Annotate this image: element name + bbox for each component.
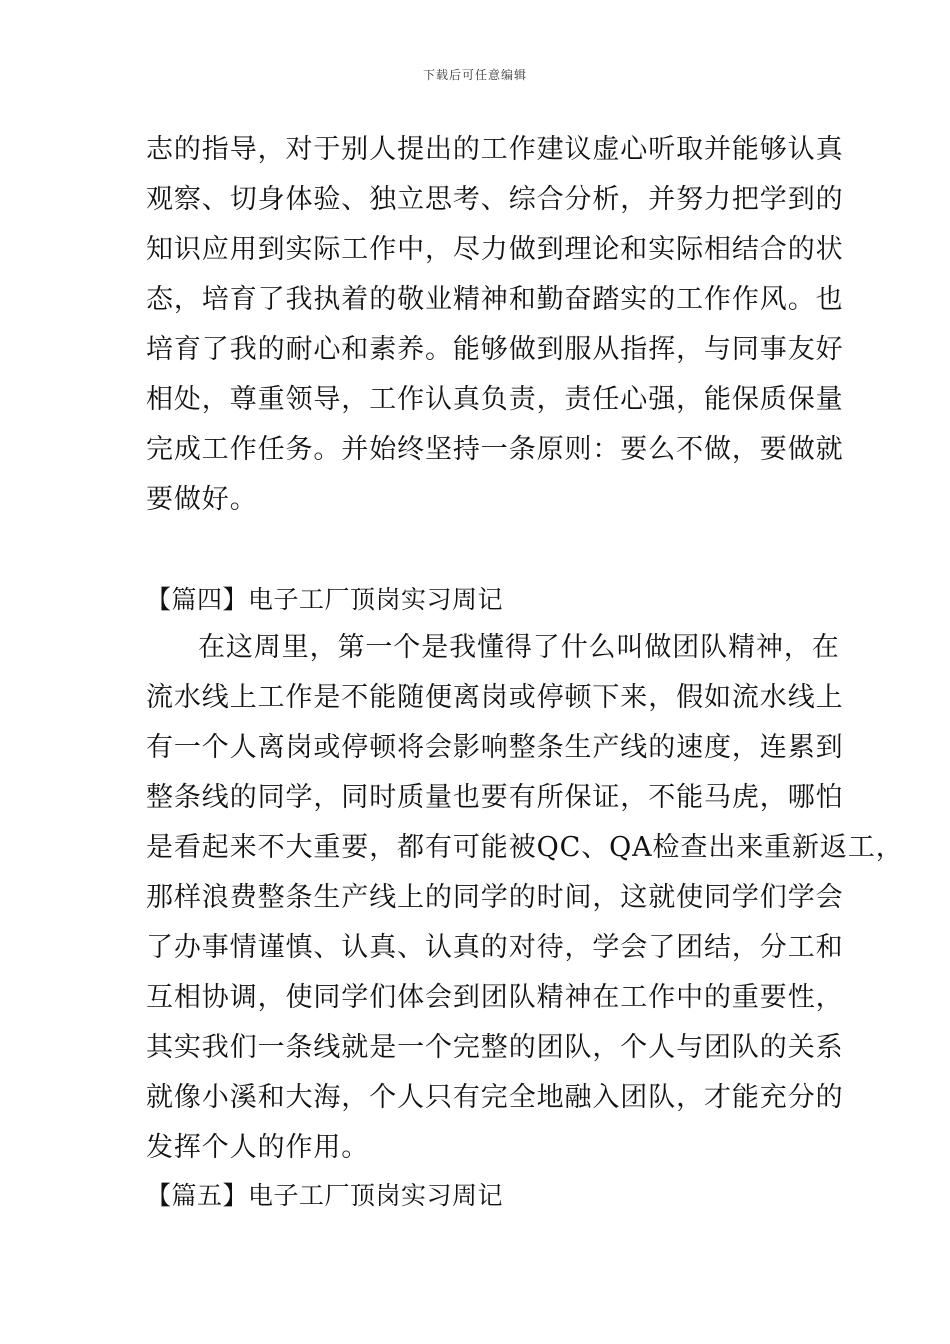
paragraph-line: 要做好。 (146, 484, 258, 515)
section-title: 【篇四】电子工厂顶岗实习周记 (146, 585, 504, 614)
paragraph-line: 观察、切身体验、独立思考、综合分析，并努力把学到的 (146, 184, 844, 215)
paragraph-line: 完成工作任务。并始终坚持一条原则：要么不做，要做就 (146, 434, 844, 465)
paragraph-line: 那样浪费整条生产线上的同学的时间，这就使同学们学会 (146, 882, 844, 913)
paragraph-line: 有一个人离岗或停顿将会影响整条生产线的速度，连累到 (146, 732, 844, 763)
paragraph-line: 知识应用到实际工作中，尽力做到理论和实际相结合的状 (146, 234, 844, 265)
paragraph-line: 相处，尊重领导，工作认真负责，责任心强，能保质保量 (146, 384, 844, 415)
paragraph-line: 态，培育了我执着的敬业精神和勤奋踏实的工作作风。也 (146, 284, 844, 315)
paragraph-line: 其实我们一条线就是一个完整的团队，个人与团队的关系 (146, 1032, 844, 1063)
section-title: 【篇五】电子工厂顶岗实习周记 (146, 1181, 504, 1210)
paragraph-line: 互相协调，使同学们体会到团队精神在工作中的重要性， (146, 982, 844, 1013)
paragraph-line: 流水线上工作是不能随便离岗或停顿下来，假如流水线上 (146, 682, 844, 713)
paragraph-line: 整条线的同学，同时质量也要有所保证，不能马虎，哪怕 (146, 782, 844, 813)
paragraph-line: 就像小溪和大海，个人只有完全地融入团队，才能充分的 (146, 1082, 844, 1113)
paragraph-line: 在这周里，第一个是我懂得了什么叫做团队精神，在 (198, 632, 840, 663)
paragraph-line: 是看起来不大重要，都有可能被QC、QA检查出来重新返工， (146, 832, 904, 863)
paragraph-line: 培育了我的耐心和素养。能够做到服从指挥，与同事友好 (146, 334, 844, 365)
paragraph-line: 志的指导，对于别人提出的工作建议虚心听取并能够认真 (146, 134, 844, 165)
paragraph-line: 发挥个人的作用。 (146, 1132, 370, 1163)
page-header-note: 下载后可任意编辑 (422, 68, 527, 82)
paragraph-line: 了办事情谨慎、认真、认真的对待，学会了团结，分工和 (146, 932, 844, 963)
